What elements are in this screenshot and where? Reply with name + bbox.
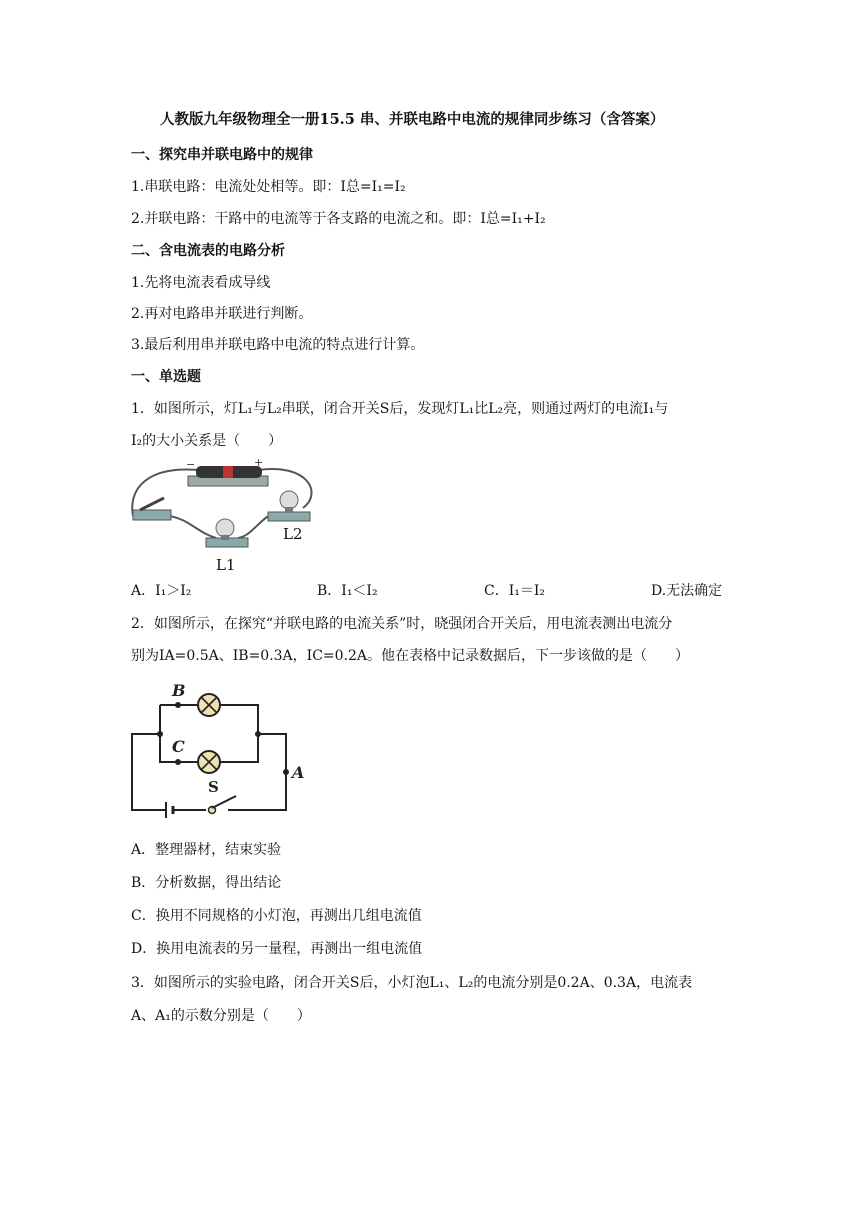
point-b-label: B [172,681,186,700]
page-title: 人教版九年级物理全一册15.5 串、并联电路中电流的规律同步练习（含答案） [160,111,665,128]
analysis-step-3: 3.最后利用串并联电路中电流的特点进行计算。 [131,337,425,353]
analysis-step-2: 2.再对电路串并联进行判断。 [131,306,313,322]
section-heading-explore: 一、探究串并联电路中的规律 [131,147,313,163]
q2-option-a: A．整理器材，结束实验 [131,842,282,858]
switch-s-label: S [208,778,219,796]
lamp-l1-label: L1 [216,556,236,574]
q1-option-c: C．I₁＝I₂ [484,583,545,599]
q1-option-a: A．I₁＞I₂ [131,583,192,599]
q2-option-d: D．换用电流表的另一量程，再测出一组电流值 [131,941,423,957]
series-rule-text: 1.串联电路：电流处处相等。即：I总=I₁=I₂ [131,179,406,195]
q2-stem-line2: 别为IA=0.5A、IB=0.3A，IC=0.2A。他在表格中记录数据后，下一步该做的是（ ） [131,648,690,664]
analysis-step-1: 1.先将电流表看成导线 [131,275,271,291]
q1-series-circuit-figure [128,458,328,576]
q1-option-d: D.无法确定 [651,583,723,599]
q1-option-b: B．I₁＜I₂ [317,583,378,599]
q1-stem-line1: 1．如图所示，灯L₁与L₂串联，闭合开关S后，发现灯L₁比L₂亮，则通过两灯的电流I₁与 [131,401,669,417]
q2-option-b: B．分析数据，得出结论 [131,875,282,891]
q3-stem-line2: A、A₁的示数分别是（ ） [131,1008,311,1024]
q3-stem-line1: 3．如图所示的实验电路，闭合开关S后，小灯泡L₁、L₂的电流分别是0.2A、0.3A，电流表 [131,975,693,991]
q2-stem-line1: 2．如图所示，在探究“并联电路的电流关系”时，晓强闭合开关后，用电流表测出电流分 [131,616,673,632]
section-heading-single-choice: 一、单选题 [131,369,201,385]
point-a-label: A [292,763,305,782]
point-c-label: C [172,737,185,756]
battery-minus-label: − [186,458,196,471]
q1-stem-line2: I₂的大小关系是（ ） [131,433,283,449]
battery-plus-label: + [254,458,264,469]
section-heading-analysis: 二、含电流表的电路分析 [131,243,285,259]
q2-parallel-circuit-figure [128,680,308,820]
q2-option-c: C．换用不同规格的小灯泡，再测出几组电流值 [131,908,422,924]
lamp-l2-label: L2 [283,525,303,543]
parallel-rule-text: 2.并联电路：干路中的电流等于各支路的电流之和。即：I总=I₁+I₂ [131,211,546,227]
